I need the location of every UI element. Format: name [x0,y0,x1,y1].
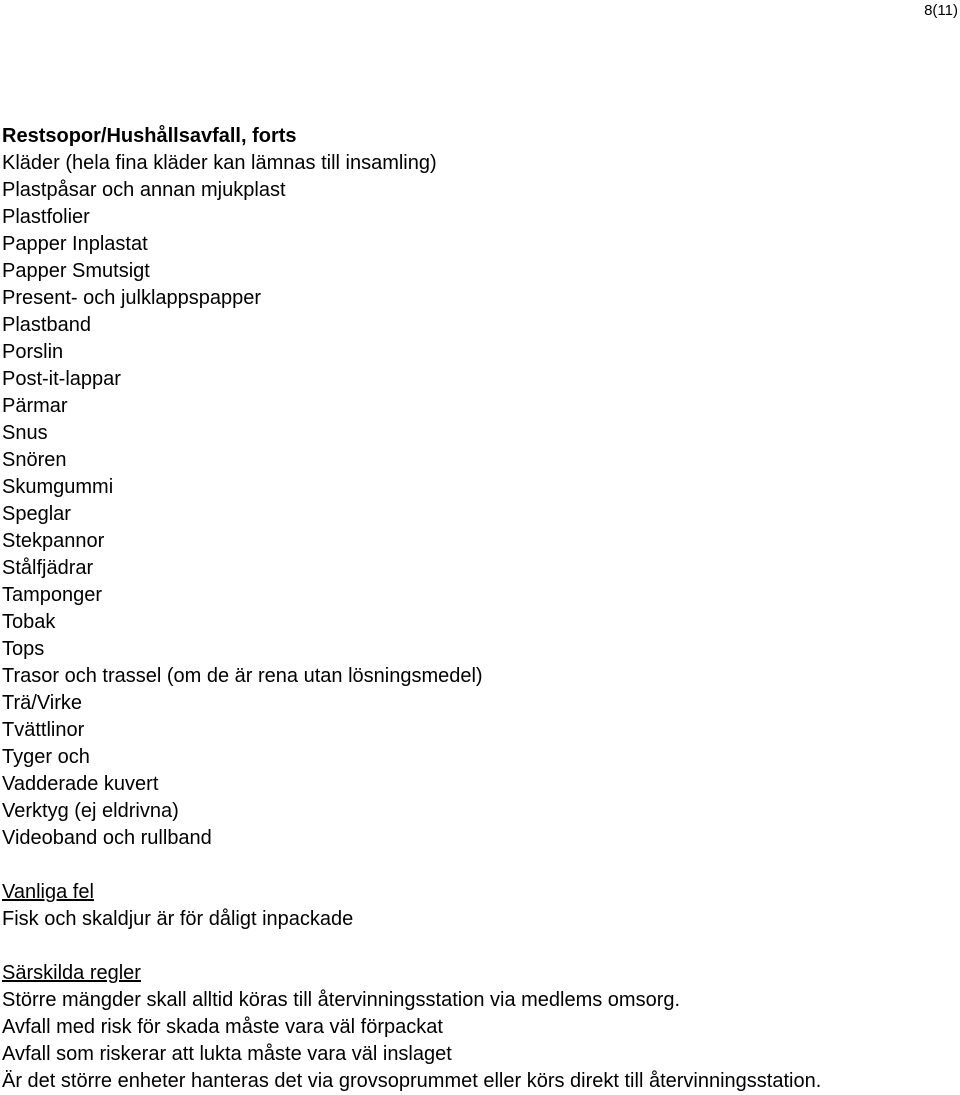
special-rule-line: Avfall med risk för skada måste vara väl förpackat [2,1016,443,1038]
list-item: Trasor och trassel (om de är rena utan lösningsmedel) [2,665,483,687]
section-heading: Restsopor/Hushållsavfall, forts [2,125,297,147]
common-error-line: Fisk och skaldjur är för dåligt inpackade [2,908,354,930]
list-item: Skumgummi [2,476,114,498]
list-item: Tobak [2,611,56,633]
special-rule-line: Större mängder skall alltid köras till återvinningsstation via medlems omsorg. [2,989,681,1011]
list-item: Verktyg (ej eldrivna) [2,800,179,822]
list-item: Papper Smutsigt [2,260,150,282]
list-item: Pärmar [2,395,68,417]
list-item: Kläder (hela fina kläder kan lämnas till insamling) [2,152,437,174]
list-item: Trä/Virke [2,692,83,714]
list-item: Snus [2,422,48,444]
document-body [2,123,958,1095]
special-rule-line: Är det större enheter hanteras det via grovsoprummet eller körs direkt till återvinningsstation. [2,1070,822,1092]
list-item: Porslin [2,341,64,363]
list-item: Post-it-lappar [2,368,121,390]
list-item: Plastfolier [2,206,90,228]
list-item: Tops [2,638,45,660]
list-item: Plastband [2,314,91,336]
special-rule-line: Avfall som riskerar att lukta måste vara väl inslaget [2,1043,452,1065]
list-item: Speglar [2,503,71,525]
list-item: Plastpåsar och annan mjukplast [2,179,286,201]
common-errors-section [2,879,958,933]
list-item: Vadderade kuvert [2,773,159,795]
common-errors-title: Vanliga fel [2,881,94,903]
waste-item-list [2,150,958,852]
list-item: Stålfjädrar [2,557,94,579]
list-item: Present- och julklappspapper [2,287,262,309]
list-item: Tvättlinor [2,719,85,741]
list-item: Videoband och rullband [2,827,212,849]
list-item: Tyger och [2,746,90,768]
list-item: Snören [2,449,67,471]
special-rules-section [2,960,958,1095]
page-number: 8(11) [924,2,958,19]
list-item: Papper Inplastat [2,233,148,255]
special-rules-title: Särskilda regler [2,962,141,984]
list-item: Tamponger [2,584,103,606]
list-item: Stekpannor [2,530,105,552]
